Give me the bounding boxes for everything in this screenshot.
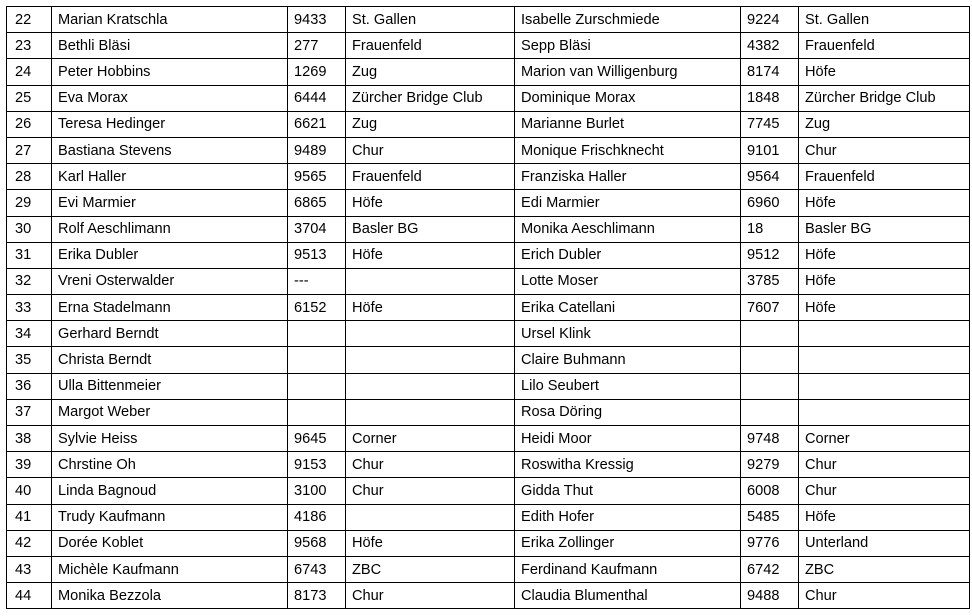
player2-name-cell: Franziska Haller bbox=[515, 164, 741, 190]
player2-club-cell bbox=[799, 321, 970, 347]
player1-name-cell: Margot Weber bbox=[52, 399, 288, 425]
player1-id-cell: 9568 bbox=[288, 530, 346, 556]
table-row bbox=[7, 504, 970, 530]
player2-id-cell: 9776 bbox=[741, 530, 799, 556]
player1-id-cell: 3100 bbox=[288, 478, 346, 504]
table-row bbox=[7, 137, 970, 163]
player1-club-cell: Höfe bbox=[346, 190, 515, 216]
pair-number-cell: 38 bbox=[7, 426, 52, 452]
player1-club-cell bbox=[346, 321, 515, 347]
pair-number-cell: 37 bbox=[7, 399, 52, 425]
player1-id-cell: 6743 bbox=[288, 556, 346, 582]
player2-id-cell bbox=[741, 321, 799, 347]
table-row bbox=[7, 164, 970, 190]
player2-club-cell: Höfe bbox=[799, 504, 970, 530]
player2-name-cell: Ferdinand Kaufmann bbox=[515, 556, 741, 582]
player2-name-cell: Heidi Moor bbox=[515, 426, 741, 452]
pair-number-cell: 33 bbox=[7, 295, 52, 321]
player2-name-cell: Ursel Klink bbox=[515, 321, 741, 347]
player2-name-cell: Marianne Burlet bbox=[515, 111, 741, 137]
player1-id-cell: 9153 bbox=[288, 452, 346, 478]
table-row bbox=[7, 85, 970, 111]
table-body bbox=[7, 7, 970, 609]
player1-club-cell bbox=[346, 268, 515, 294]
player1-id-cell: 9513 bbox=[288, 242, 346, 268]
player1-name-cell: Chrstine Oh bbox=[52, 452, 288, 478]
player2-club-cell bbox=[799, 347, 970, 373]
player1-id-cell bbox=[288, 321, 346, 347]
player1-id-cell: 1269 bbox=[288, 59, 346, 85]
player2-club-cell: Höfe bbox=[799, 242, 970, 268]
player2-name-cell: Erika Zollinger bbox=[515, 530, 741, 556]
player2-club-cell: Höfe bbox=[799, 190, 970, 216]
player1-name-cell: Rolf Aeschlimann bbox=[52, 216, 288, 242]
player2-club-cell: St. Gallen bbox=[799, 7, 970, 33]
player1-id-cell: 4186 bbox=[288, 504, 346, 530]
table-row bbox=[7, 242, 970, 268]
player1-name-cell: Peter Hobbins bbox=[52, 59, 288, 85]
player2-id-cell: 6742 bbox=[741, 556, 799, 582]
player2-id-cell bbox=[741, 399, 799, 425]
player1-name-cell: Eva Morax bbox=[52, 85, 288, 111]
player2-name-cell: Erich Dubler bbox=[515, 242, 741, 268]
player1-id-cell: 8173 bbox=[288, 583, 346, 609]
player1-id-cell: 6621 bbox=[288, 111, 346, 137]
table-row bbox=[7, 452, 970, 478]
table-row bbox=[7, 347, 970, 373]
player2-name-cell: Roswitha Kressig bbox=[515, 452, 741, 478]
player2-club-cell: Frauenfeld bbox=[799, 33, 970, 59]
player1-name-cell: Erna Stadelmann bbox=[52, 295, 288, 321]
player2-name-cell: Erika Catellani bbox=[515, 295, 741, 321]
player1-id-cell: 277 bbox=[288, 33, 346, 59]
player1-club-cell: Frauenfeld bbox=[346, 164, 515, 190]
player2-id-cell: 3785 bbox=[741, 268, 799, 294]
player1-id-cell: 9489 bbox=[288, 137, 346, 163]
player2-club-cell: Frauenfeld bbox=[799, 164, 970, 190]
pair-number-cell: 42 bbox=[7, 530, 52, 556]
table-row bbox=[7, 59, 970, 85]
player1-id-cell: 9645 bbox=[288, 426, 346, 452]
player1-name-cell: Christa Berndt bbox=[52, 347, 288, 373]
player2-id-cell: 7745 bbox=[741, 111, 799, 137]
player1-name-cell: Monika Bezzola bbox=[52, 583, 288, 609]
player2-id-cell: 8174 bbox=[741, 59, 799, 85]
table-row bbox=[7, 530, 970, 556]
player2-name-cell: Edi Marmier bbox=[515, 190, 741, 216]
player2-name-cell: Lotte Moser bbox=[515, 268, 741, 294]
player1-club-cell: Chur bbox=[346, 583, 515, 609]
player1-id-cell: 9433 bbox=[288, 7, 346, 33]
pair-number-cell: 34 bbox=[7, 321, 52, 347]
pair-number-cell: 29 bbox=[7, 190, 52, 216]
player2-id-cell: 9101 bbox=[741, 137, 799, 163]
player1-club-cell: Frauenfeld bbox=[346, 33, 515, 59]
player1-name-cell: Michèle Kaufmann bbox=[52, 556, 288, 582]
table-row bbox=[7, 399, 970, 425]
table-row bbox=[7, 7, 970, 33]
player2-name-cell: Rosa Döring bbox=[515, 399, 741, 425]
player1-name-cell: Erika Dubler bbox=[52, 242, 288, 268]
pair-number-cell: 40 bbox=[7, 478, 52, 504]
player1-club-cell: Chur bbox=[346, 452, 515, 478]
player1-club-cell: Zug bbox=[346, 59, 515, 85]
player2-id-cell bbox=[741, 373, 799, 399]
player1-id-cell: 3704 bbox=[288, 216, 346, 242]
player1-club-cell bbox=[346, 347, 515, 373]
player2-id-cell: 5485 bbox=[741, 504, 799, 530]
player1-id-cell: 6865 bbox=[288, 190, 346, 216]
player1-club-cell: Chur bbox=[346, 137, 515, 163]
player2-id-cell: 7607 bbox=[741, 295, 799, 321]
player1-id-cell bbox=[288, 373, 346, 399]
table-row bbox=[7, 216, 970, 242]
player1-club-cell: Chur bbox=[346, 478, 515, 504]
table-row bbox=[7, 426, 970, 452]
player2-name-cell: Dominique Morax bbox=[515, 85, 741, 111]
player2-id-cell bbox=[741, 347, 799, 373]
player1-club-cell: Zürcher Bridge Club bbox=[346, 85, 515, 111]
player1-club-cell bbox=[346, 504, 515, 530]
player1-club-cell: Höfe bbox=[346, 295, 515, 321]
player2-club-cell: Basler BG bbox=[799, 216, 970, 242]
table-row bbox=[7, 33, 970, 59]
pair-number-cell: 30 bbox=[7, 216, 52, 242]
pair-number-cell: 35 bbox=[7, 347, 52, 373]
pair-number-cell: 43 bbox=[7, 556, 52, 582]
table-row bbox=[7, 583, 970, 609]
player2-name-cell: Monika Aeschlimann bbox=[515, 216, 741, 242]
pair-number-cell: 26 bbox=[7, 111, 52, 137]
player1-id-cell bbox=[288, 399, 346, 425]
player1-name-cell: Vreni Osterwalder bbox=[52, 268, 288, 294]
pair-number-cell: 25 bbox=[7, 85, 52, 111]
player1-club-cell: Höfe bbox=[346, 530, 515, 556]
player1-name-cell: Marian Kratschla bbox=[52, 7, 288, 33]
player1-id-cell: 6444 bbox=[288, 85, 346, 111]
pair-number-cell: 32 bbox=[7, 268, 52, 294]
player1-name-cell: Sylvie Heiss bbox=[52, 426, 288, 452]
player2-name-cell: Marion van Willigenburg bbox=[515, 59, 741, 85]
player2-club-cell: Unterland bbox=[799, 530, 970, 556]
player2-name-cell: Claire Buhmann bbox=[515, 347, 741, 373]
pair-number-cell: 41 bbox=[7, 504, 52, 530]
player1-id-cell: 6152 bbox=[288, 295, 346, 321]
player1-name-cell: Bastiana Stevens bbox=[52, 137, 288, 163]
player1-id-cell: --- bbox=[288, 268, 346, 294]
player2-club-cell bbox=[799, 373, 970, 399]
player2-club-cell: Corner bbox=[799, 426, 970, 452]
player2-club-cell: Zürcher Bridge Club bbox=[799, 85, 970, 111]
player2-club-cell: Höfe bbox=[799, 295, 970, 321]
table-row bbox=[7, 373, 970, 399]
player2-id-cell: 1848 bbox=[741, 85, 799, 111]
player1-name-cell: Karl Haller bbox=[52, 164, 288, 190]
player2-club-cell bbox=[799, 399, 970, 425]
player2-club-cell: Chur bbox=[799, 137, 970, 163]
player2-id-cell: 9488 bbox=[741, 583, 799, 609]
player1-club-cell: St. Gallen bbox=[346, 7, 515, 33]
player2-club-cell: Zug bbox=[799, 111, 970, 137]
table-row bbox=[7, 478, 970, 504]
player2-id-cell: 18 bbox=[741, 216, 799, 242]
player2-name-cell: Gidda Thut bbox=[515, 478, 741, 504]
table-row bbox=[7, 190, 970, 216]
player2-club-cell: Höfe bbox=[799, 59, 970, 85]
player1-name-cell: Bethli Bläsi bbox=[52, 33, 288, 59]
player2-name-cell: Claudia Blumenthal bbox=[515, 583, 741, 609]
pairs-table bbox=[6, 6, 970, 609]
table-row bbox=[7, 268, 970, 294]
player1-name-cell: Dorée Koblet bbox=[52, 530, 288, 556]
pair-number-cell: 24 bbox=[7, 59, 52, 85]
player2-club-cell: Chur bbox=[799, 452, 970, 478]
table-row bbox=[7, 321, 970, 347]
player1-club-cell bbox=[346, 399, 515, 425]
pair-number-cell: 22 bbox=[7, 7, 52, 33]
player2-id-cell: 9224 bbox=[741, 7, 799, 33]
player2-name-cell: Monique Frischknecht bbox=[515, 137, 741, 163]
player1-name-cell: Teresa Hedinger bbox=[52, 111, 288, 137]
player2-club-cell: Chur bbox=[799, 478, 970, 504]
player2-name-cell: Edith Hofer bbox=[515, 504, 741, 530]
player1-club-cell: ZBC bbox=[346, 556, 515, 582]
player2-name-cell: Sepp Bläsi bbox=[515, 33, 741, 59]
player2-id-cell: 9564 bbox=[741, 164, 799, 190]
pair-number-cell: 39 bbox=[7, 452, 52, 478]
player2-name-cell: Isabelle Zurschmiede bbox=[515, 7, 741, 33]
player2-id-cell: 4382 bbox=[741, 33, 799, 59]
player1-name-cell: Gerhard Berndt bbox=[52, 321, 288, 347]
player2-id-cell: 9279 bbox=[741, 452, 799, 478]
pair-number-cell: 28 bbox=[7, 164, 52, 190]
player1-club-cell: Corner bbox=[346, 426, 515, 452]
pair-number-cell: 23 bbox=[7, 33, 52, 59]
player1-club-cell: Basler BG bbox=[346, 216, 515, 242]
player1-name-cell: Evi Marmier bbox=[52, 190, 288, 216]
player1-club-cell: Zug bbox=[346, 111, 515, 137]
player1-name-cell: Trudy Kaufmann bbox=[52, 504, 288, 530]
player1-id-cell bbox=[288, 347, 346, 373]
player2-id-cell: 6008 bbox=[741, 478, 799, 504]
pair-number-cell: 36 bbox=[7, 373, 52, 399]
player1-name-cell: Ulla Bittenmeier bbox=[52, 373, 288, 399]
player2-club-cell: Chur bbox=[799, 583, 970, 609]
table-row bbox=[7, 556, 970, 582]
player1-club-cell: Höfe bbox=[346, 242, 515, 268]
player1-name-cell: Linda Bagnoud bbox=[52, 478, 288, 504]
player2-id-cell: 9512 bbox=[741, 242, 799, 268]
table-row bbox=[7, 295, 970, 321]
pair-number-cell: 31 bbox=[7, 242, 52, 268]
player1-club-cell bbox=[346, 373, 515, 399]
player2-name-cell: Lilo Seubert bbox=[515, 373, 741, 399]
player2-club-cell: ZBC bbox=[799, 556, 970, 582]
player2-club-cell: Höfe bbox=[799, 268, 970, 294]
table-row bbox=[7, 111, 970, 137]
player2-id-cell: 9748 bbox=[741, 426, 799, 452]
player1-id-cell: 9565 bbox=[288, 164, 346, 190]
pair-number-cell: 27 bbox=[7, 137, 52, 163]
pair-number-cell: 44 bbox=[7, 583, 52, 609]
player2-id-cell: 6960 bbox=[741, 190, 799, 216]
